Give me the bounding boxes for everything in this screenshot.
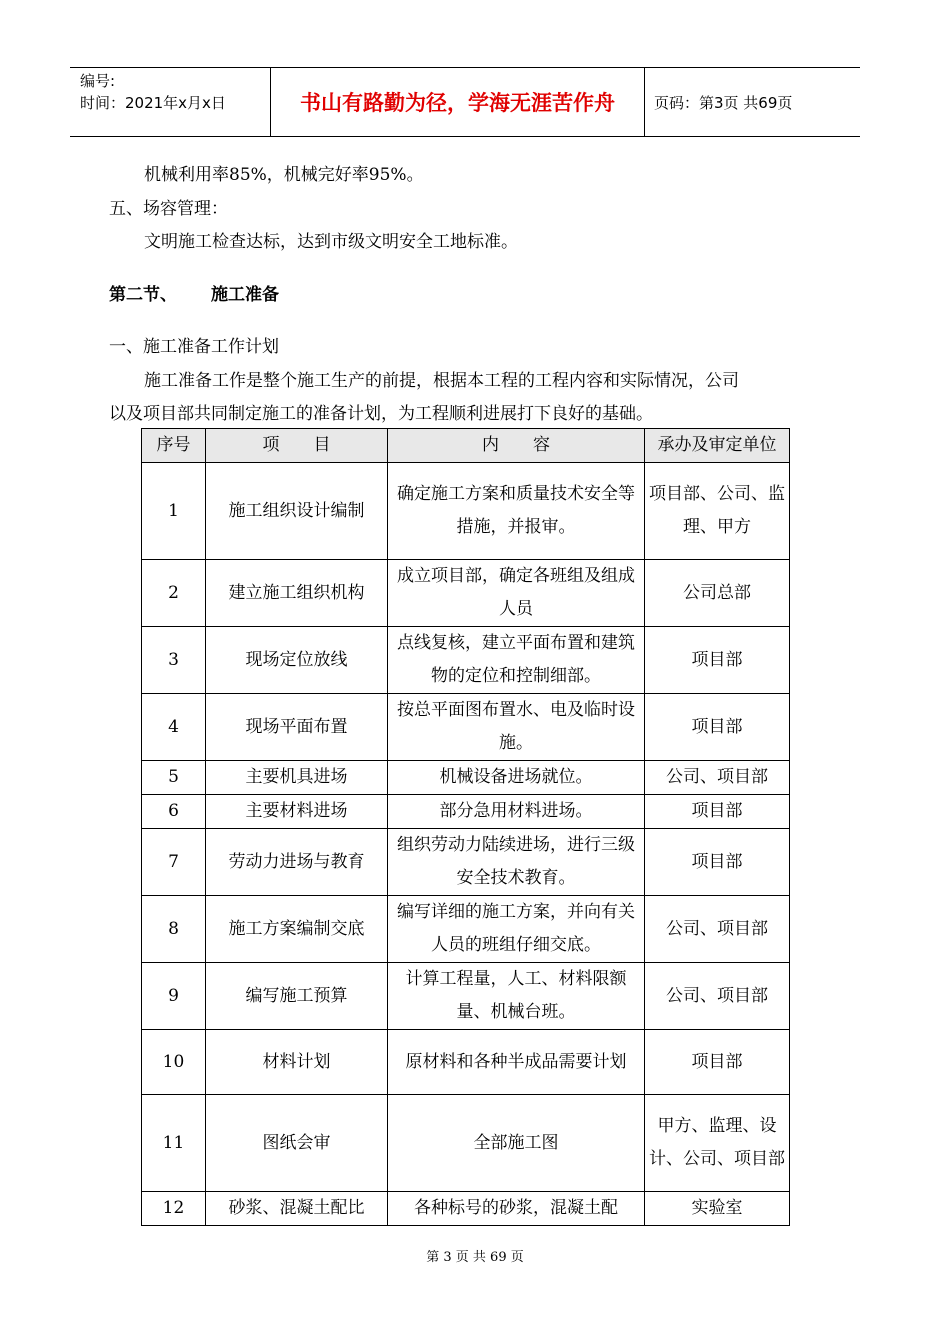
cell-unit: 公司、项目部 — [645, 896, 790, 963]
page-header — [70, 67, 860, 137]
intro-paragraph-line1: 施工准备工作是整个施工生产的前提，根据本工程的工程内容和实际情况，公司 — [144, 371, 739, 391]
cell-unit: 项目部、公司、监理、甲方 — [645, 463, 790, 560]
cell-content: 点线复核，建立平面布置和建筑物的定位和控制细部。 — [388, 627, 645, 694]
cell-no: 5 — [142, 761, 206, 795]
cell-item: 建立施工组织机构 — [206, 560, 388, 627]
table-row — [142, 1030, 790, 1095]
cell-unit: 项目部 — [645, 627, 790, 694]
header-no: 序号 — [142, 429, 206, 463]
cell-item: 现场平面布置 — [206, 694, 388, 761]
cell-content: 按总平面图布置水、电及临时设施。 — [388, 694, 645, 761]
cell-item: 砂浆、混凝土配比 — [206, 1192, 388, 1226]
cell-no: 12 — [142, 1192, 206, 1226]
cell-item: 图纸会审 — [206, 1095, 388, 1192]
cell-unit: 公司、项目部 — [645, 963, 790, 1030]
cell-no: 9 — [142, 963, 206, 1030]
table-row — [142, 963, 790, 1030]
cell-item: 劳动力进场与教育 — [206, 829, 388, 896]
cell-content: 确定施工方案和质量技术安全等措施，并报审。 — [388, 463, 645, 560]
cell-content: 机械设备进场就位。 — [388, 761, 645, 795]
table-row — [142, 795, 790, 829]
cell-unit: 甲方、监理、设计、公司、项目部 — [645, 1095, 790, 1192]
cell-item: 施工方案编制交底 — [206, 896, 388, 963]
cell-item: 编写施工预算 — [206, 963, 388, 1030]
intro-paragraph-line2: 以及项目部共同制定施工的准备计划，为工程顺利进展打下良好的基础。 — [109, 404, 653, 424]
cell-no: 2 — [142, 560, 206, 627]
cell-no: 6 — [142, 795, 206, 829]
cell-item: 主要机具进场 — [206, 761, 388, 795]
table-row — [142, 761, 790, 795]
table-header-row — [142, 429, 790, 463]
table-body — [142, 463, 790, 1226]
cell-content: 成立项目部，确定各班组及组成人员 — [388, 560, 645, 627]
cell-no: 1 — [142, 463, 206, 560]
cell-item: 施工组织设计编制 — [206, 463, 388, 560]
header-content: 内 容 — [388, 429, 645, 463]
cell-content: 部分急用材料进场。 — [388, 795, 645, 829]
cell-item: 主要材料进场 — [206, 795, 388, 829]
section2-number: 第二节、 — [109, 285, 177, 305]
cell-unit: 公司总部 — [645, 560, 790, 627]
cell-no: 7 — [142, 829, 206, 896]
header-unit: 承办及审定单位 — [645, 429, 790, 463]
cell-unit: 项目部 — [645, 795, 790, 829]
cell-no: 8 — [142, 896, 206, 963]
cell-unit: 项目部 — [645, 829, 790, 896]
cell-no: 11 — [142, 1095, 206, 1192]
cell-content: 编写详细的施工方案，并向有关人员的班组仔细交底。 — [388, 896, 645, 963]
header-motto: 书山有路勤为径，学海无涯苦作舟 — [270, 68, 645, 136]
header-number: 编号: — [80, 72, 116, 90]
cell-content: 各种标号的砂浆，混凝土配 — [388, 1192, 645, 1226]
header-page: 页码：第3页 共69页 — [654, 93, 793, 112]
cell-content: 计算工程量，人工、材料限额量、机械台班。 — [388, 963, 645, 1030]
table-row — [142, 560, 790, 627]
cell-unit: 实验室 — [645, 1192, 790, 1226]
section2-title: 施工准备 — [211, 285, 279, 305]
table-row — [142, 1192, 790, 1226]
section5-text: 文明施工检查达标，达到市级文明安全工地标准。 — [144, 232, 518, 252]
cell-no: 10 — [142, 1030, 206, 1095]
rate-line: 机械利用率85%，机械完好率95%。 — [144, 165, 424, 185]
table-row — [142, 463, 790, 560]
cell-item: 现场定位放线 — [206, 627, 388, 694]
cell-item: 材料计划 — [206, 1030, 388, 1095]
cell-unit: 公司、项目部 — [645, 761, 790, 795]
table-row — [142, 1095, 790, 1192]
cell-content: 全部施工图 — [388, 1095, 645, 1192]
subsection1-title: 一、施工准备工作计划 — [109, 337, 279, 357]
cell-no: 4 — [142, 694, 206, 761]
cell-content: 原材料和各种半成品需要计划 — [388, 1030, 645, 1095]
cell-no: 3 — [142, 627, 206, 694]
section2-heading — [109, 280, 279, 305]
header-meta — [70, 68, 270, 136]
table-row — [142, 694, 790, 761]
cell-unit: 项目部 — [645, 694, 790, 761]
preparation-plan-table — [141, 428, 790, 1226]
header-item: 项 目 — [206, 429, 388, 463]
header-time: 时间：2021年x月x日 — [80, 94, 226, 112]
table-row — [142, 627, 790, 694]
table-row — [142, 896, 790, 963]
table-row — [142, 829, 790, 896]
cell-content: 组织劳动力陆续进场，进行三级安全技术教育。 — [388, 829, 645, 896]
page-footer: 第 3 页 共 69 页 — [426, 1250, 524, 1265]
section5-title: 五、场容管理： — [109, 199, 228, 219]
cell-unit: 项目部 — [645, 1030, 790, 1095]
